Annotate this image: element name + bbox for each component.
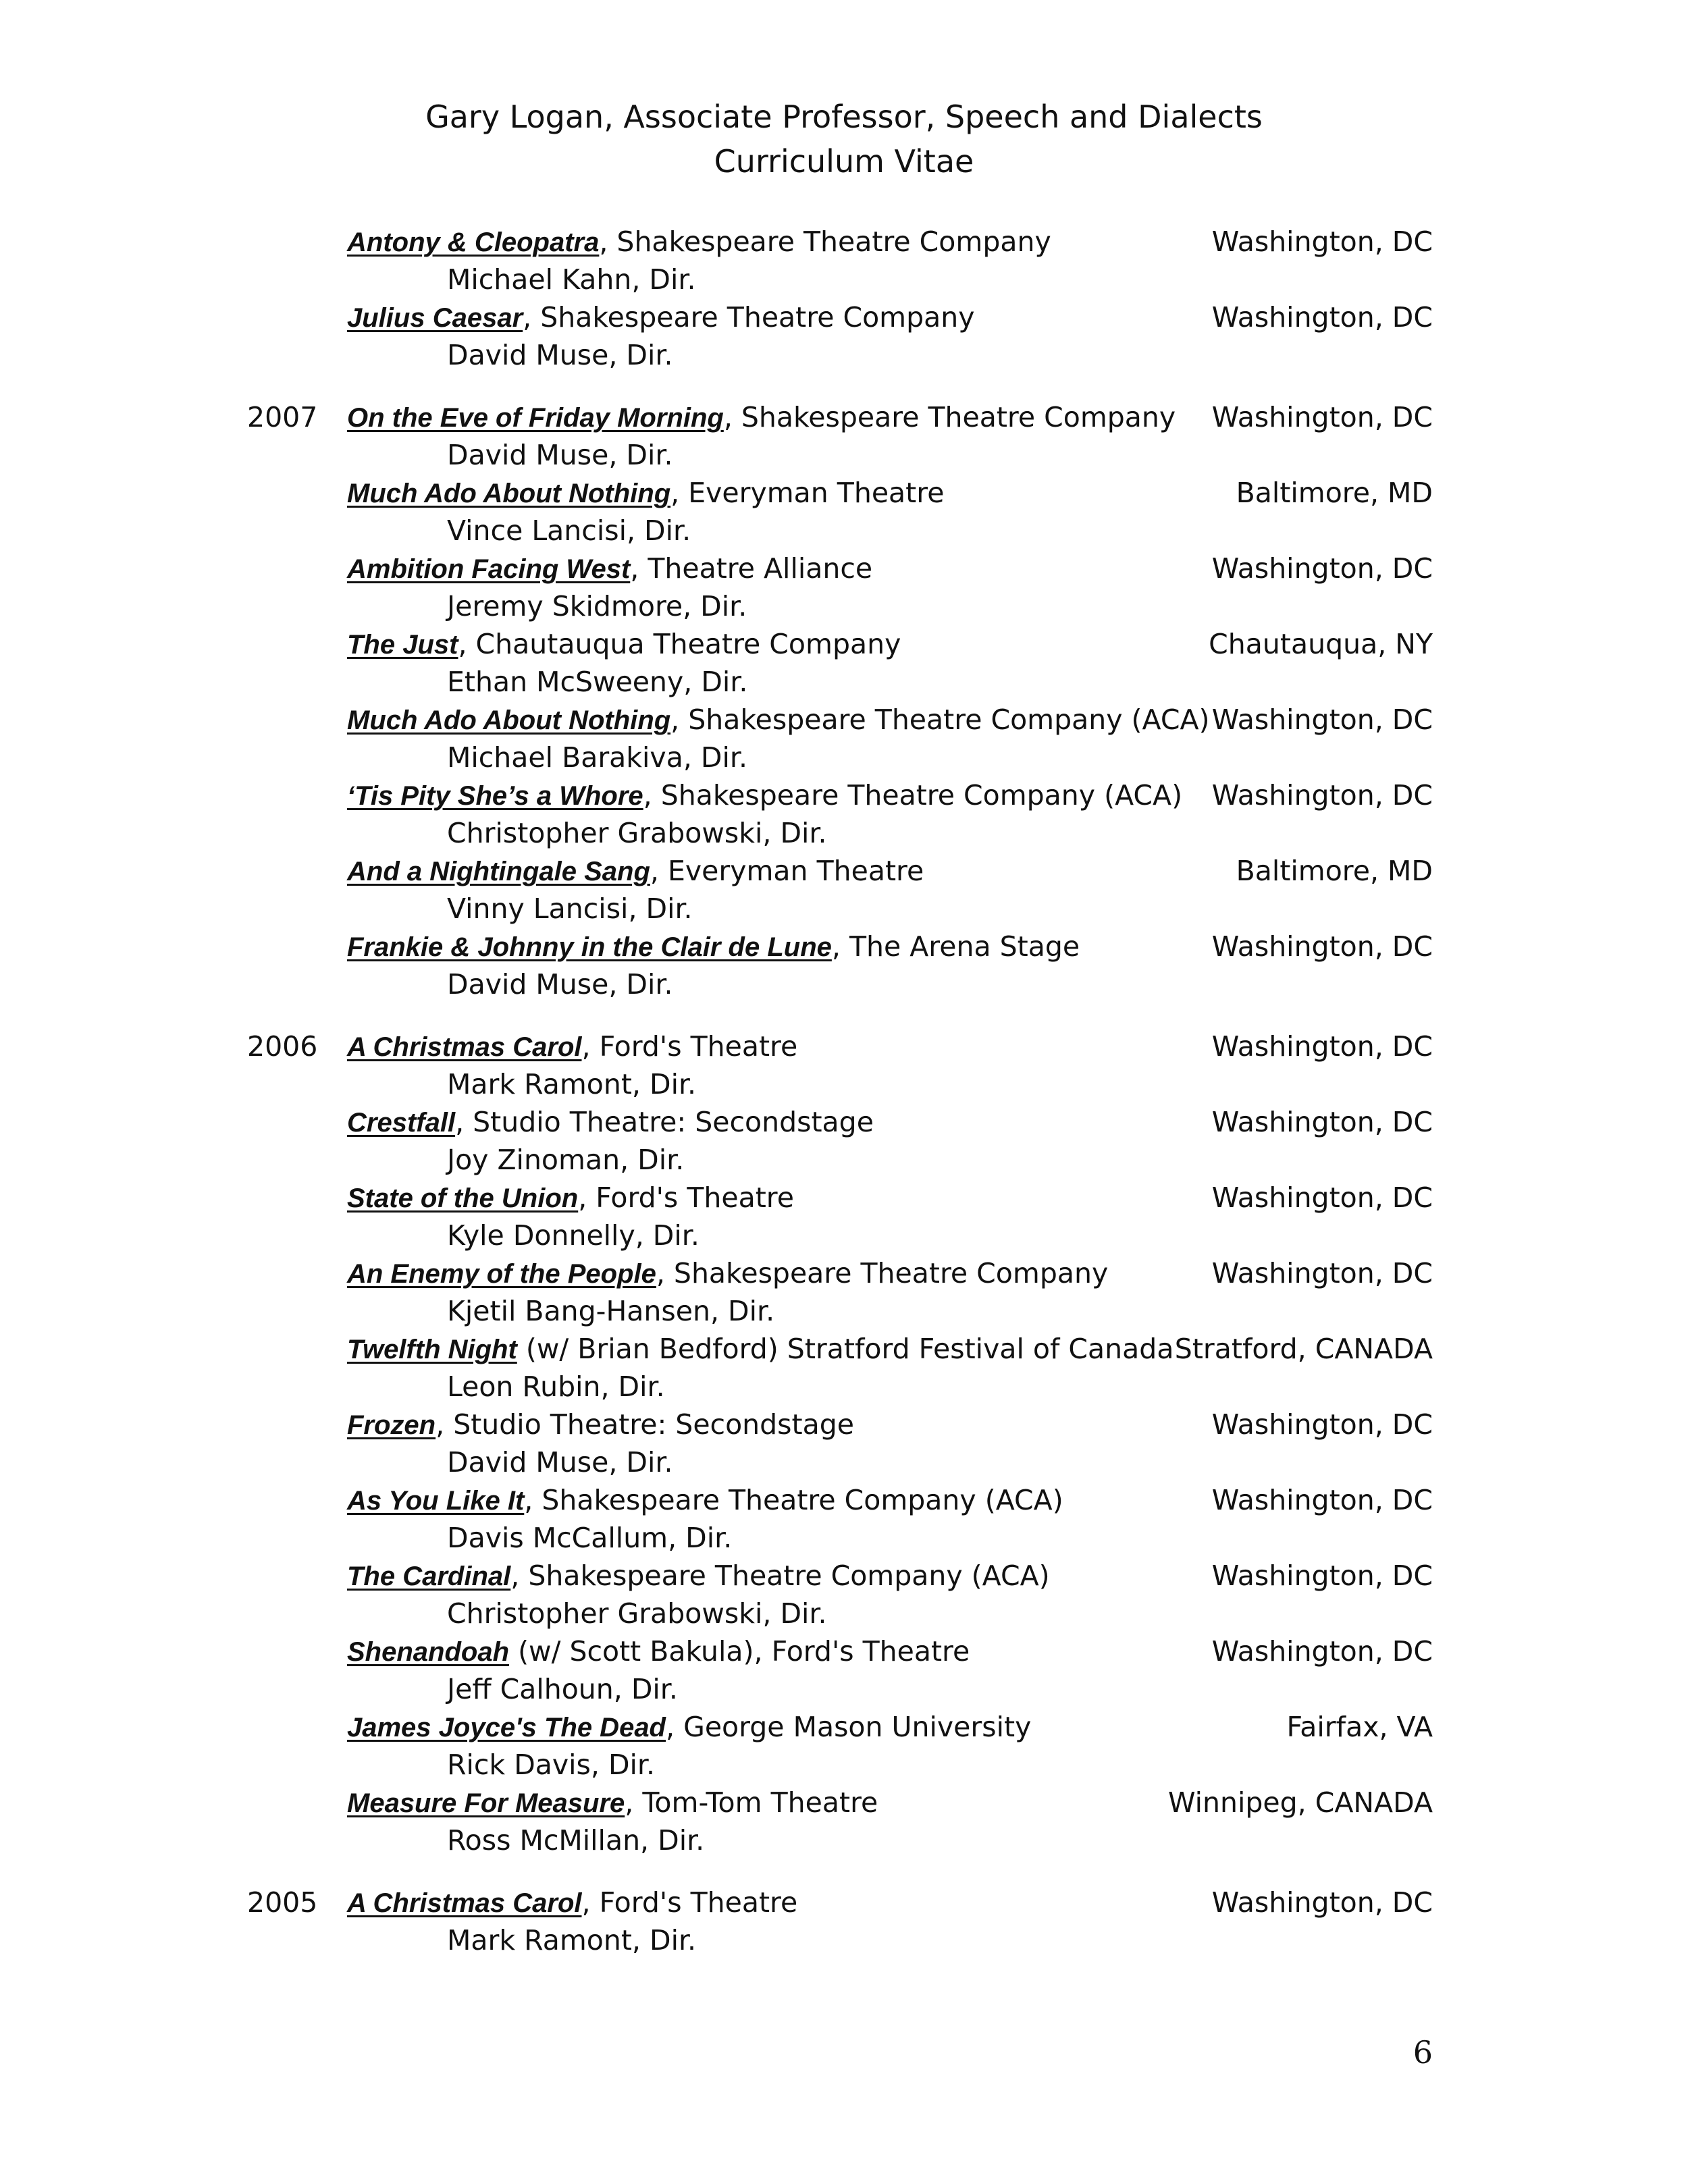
production-title: Crestfall bbox=[347, 1108, 456, 1138]
production-line bbox=[0, 1784, 1688, 1821]
director-line bbox=[0, 1595, 1688, 1632]
production-line bbox=[0, 852, 1688, 890]
production-title: Measure For Measure bbox=[347, 1788, 625, 1818]
production-entry bbox=[0, 1330, 1688, 1406]
production-title: Ambition Facing West bbox=[347, 554, 631, 584]
page-header bbox=[0, 95, 1688, 184]
production-description bbox=[347, 1406, 854, 1444]
production-company: , Shakespeare Theatre Company (ACA) bbox=[524, 1484, 1063, 1516]
production-title: Twelfth Night bbox=[347, 1335, 517, 1364]
director-line bbox=[0, 965, 1688, 1003]
production-company: , Ford's Theatre bbox=[578, 1181, 794, 1214]
production-company: , Tom-Tom Theatre bbox=[625, 1786, 878, 1819]
production-company: , Studio Theatre: Secondstage bbox=[436, 1408, 854, 1441]
production-director: Christopher Grabowski, Dir. bbox=[447, 817, 827, 849]
production-description bbox=[347, 223, 1051, 261]
production-description bbox=[347, 625, 901, 664]
production-description bbox=[347, 1103, 874, 1142]
production-location: Washington, DC bbox=[1211, 301, 1433, 334]
production-description bbox=[347, 701, 1210, 739]
production-line bbox=[0, 223, 1688, 261]
production-title: Frozen bbox=[347, 1410, 436, 1440]
production-title: Julius Caesar bbox=[347, 303, 523, 333]
production-location: Washington, DC bbox=[1211, 401, 1433, 433]
production-description bbox=[347, 928, 1080, 966]
production-description bbox=[347, 1557, 1050, 1595]
production-director: Rick Davis, Dir. bbox=[447, 1749, 656, 1781]
director-line bbox=[0, 1292, 1688, 1330]
production-director: Davis McCallum, Dir. bbox=[447, 1522, 733, 1554]
production-director: Jeff Calhoun, Dir. bbox=[447, 1673, 678, 1705]
production-company: , Chautauqua Theatre Company bbox=[458, 628, 901, 660]
production-director: David Muse, Dir. bbox=[447, 1446, 673, 1479]
director-line bbox=[0, 1519, 1688, 1557]
production-director: Ross McMillan, Dir. bbox=[447, 1824, 705, 1857]
production-entry bbox=[0, 1557, 1688, 1632]
production-company: , Shakespeare Theatre Company (ACA) bbox=[643, 779, 1183, 811]
director-line bbox=[0, 336, 1688, 374]
production-location: Washington, DC bbox=[1211, 1106, 1433, 1138]
production-title: ‘Tis Pity She’s a Whore bbox=[347, 781, 643, 811]
production-entry bbox=[0, 701, 1688, 776]
production-title: A Christmas Carol bbox=[347, 1032, 582, 1062]
year-group bbox=[0, 223, 1688, 374]
production-line bbox=[0, 1330, 1688, 1368]
production-entry bbox=[0, 1179, 1688, 1254]
production-line bbox=[0, 1179, 1688, 1217]
production-line bbox=[0, 1632, 1688, 1670]
production-description bbox=[347, 1784, 878, 1822]
director-line bbox=[0, 890, 1688, 928]
director-line bbox=[0, 1443, 1688, 1481]
production-title: James Joyce's The Dead bbox=[347, 1713, 666, 1742]
director-line bbox=[0, 436, 1688, 474]
production-entry bbox=[0, 1406, 1688, 1481]
director-line bbox=[0, 1141, 1688, 1179]
production-entry bbox=[0, 550, 1688, 625]
director-line bbox=[0, 1065, 1688, 1103]
production-location: Washington, DC bbox=[1211, 1257, 1433, 1289]
production-company: , Ford's Theatre bbox=[581, 1886, 798, 1919]
director-line bbox=[0, 261, 1688, 298]
production-director: Mark Ramont, Dir. bbox=[447, 1924, 697, 1956]
production-entry bbox=[0, 398, 1688, 474]
production-line bbox=[0, 928, 1688, 965]
production-company: (w/ Scott Bakula), Ford's Theatre bbox=[509, 1635, 970, 1668]
production-entry bbox=[0, 1632, 1688, 1708]
production-company: , Everyman Theatre bbox=[650, 855, 924, 887]
production-director: David Muse, Dir. bbox=[447, 439, 673, 471]
page-number: 6 bbox=[1413, 2034, 1433, 2071]
header-document-title: Curriculum Vitae bbox=[714, 143, 974, 180]
production-entry bbox=[0, 1103, 1688, 1179]
production-company: (w/ Brian Bedford) Stratford Festival of Canada bbox=[517, 1333, 1174, 1365]
production-description bbox=[347, 1708, 1031, 1747]
production-company: , Shakespeare Theatre Company bbox=[656, 1257, 1109, 1289]
production-director: Mark Ramont, Dir. bbox=[447, 1068, 697, 1100]
year-label: 2005 bbox=[247, 1886, 318, 1919]
production-company: , Ford's Theatre bbox=[581, 1030, 798, 1063]
production-director: Joy Zinoman, Dir. bbox=[447, 1144, 685, 1176]
production-description bbox=[347, 1884, 797, 1922]
production-location: Washington, DC bbox=[1211, 1560, 1433, 1592]
production-description bbox=[347, 398, 1176, 437]
year-label: 2007 bbox=[247, 401, 318, 433]
production-company: , Shakespeare Theatre Company (ACA) bbox=[670, 703, 1210, 736]
production-company: , Theatre Alliance bbox=[630, 552, 873, 585]
production-description bbox=[347, 852, 924, 890]
production-entry bbox=[0, 928, 1688, 1003]
production-location: Washington, DC bbox=[1211, 1484, 1433, 1516]
production-entry bbox=[0, 298, 1688, 374]
production-list bbox=[0, 223, 1688, 1983]
production-line bbox=[0, 1884, 1688, 1921]
production-director: Leon Rubin, Dir. bbox=[447, 1370, 665, 1403]
production-title: As You Like It bbox=[347, 1486, 525, 1516]
production-location: Washington, DC bbox=[1211, 930, 1433, 963]
production-title: Shenandoah bbox=[347, 1637, 510, 1667]
production-title: A Christmas Carol bbox=[347, 1888, 582, 1918]
production-description bbox=[347, 1254, 1108, 1293]
production-director: Michael Kahn, Dir. bbox=[447, 263, 696, 296]
production-line bbox=[0, 298, 1688, 336]
year-group bbox=[0, 1028, 1688, 1859]
production-line bbox=[0, 1103, 1688, 1141]
director-line bbox=[0, 663, 1688, 701]
production-location: Washington, DC bbox=[1211, 552, 1433, 585]
production-location: Washington, DC bbox=[1211, 1635, 1433, 1668]
production-location: Washington, DC bbox=[1211, 1030, 1433, 1063]
production-company: , The Arena Stage bbox=[831, 930, 1080, 963]
production-location: Washington, DC bbox=[1211, 1408, 1433, 1441]
production-company: , Shakespeare Theatre Company bbox=[723, 401, 1176, 433]
director-line bbox=[0, 1921, 1688, 1959]
production-company: , Everyman Theatre bbox=[670, 477, 945, 509]
production-director: Kyle Donnelly, Dir. bbox=[447, 1219, 700, 1252]
production-entry bbox=[0, 852, 1688, 928]
production-director: Vince Lancisi, Dir. bbox=[447, 514, 691, 547]
production-director: David Muse, Dir. bbox=[447, 968, 673, 1001]
production-location: Chautauqua, NY bbox=[1209, 628, 1433, 660]
production-location: Baltimore, MD bbox=[1236, 855, 1433, 887]
production-location: Washington, DC bbox=[1211, 703, 1433, 736]
production-title: On the Eve of Friday Morning bbox=[347, 403, 724, 433]
production-location: Fairfax, VA bbox=[1286, 1711, 1433, 1743]
production-director: David Muse, Dir. bbox=[447, 339, 673, 371]
production-line bbox=[0, 1481, 1688, 1519]
production-director: Ethan McSweeny, Dir. bbox=[447, 666, 748, 698]
production-title: The Cardinal bbox=[347, 1562, 511, 1591]
production-director: Michael Barakiva, Dir. bbox=[447, 741, 747, 774]
year-group bbox=[0, 398, 1688, 1003]
production-director: Christopher Grabowski, Dir. bbox=[447, 1597, 827, 1630]
production-entry bbox=[0, 1884, 1688, 1959]
production-line bbox=[0, 1406, 1688, 1443]
director-line bbox=[0, 1670, 1688, 1708]
production-title: Antony & Cleopatra bbox=[347, 228, 600, 257]
production-description bbox=[347, 1632, 970, 1671]
production-location: Washington, DC bbox=[1211, 779, 1433, 811]
production-location: Winnipeg, CANADA bbox=[1167, 1786, 1433, 1819]
production-title: State of the Union bbox=[347, 1183, 579, 1213]
director-line bbox=[0, 587, 1688, 625]
production-description bbox=[347, 550, 872, 588]
production-title: Much Ado About Nothing bbox=[347, 479, 671, 508]
production-line bbox=[0, 1028, 1688, 1065]
production-entry bbox=[0, 474, 1688, 550]
production-description bbox=[347, 1330, 1173, 1368]
header-name-title: Gary Logan, Associate Professor, Speech and Dialects bbox=[425, 99, 1263, 135]
year-label: 2006 bbox=[247, 1030, 318, 1063]
production-description bbox=[347, 1179, 794, 1217]
production-line bbox=[0, 398, 1688, 436]
production-entry bbox=[0, 625, 1688, 701]
director-line bbox=[0, 512, 1688, 550]
production-entry bbox=[0, 1481, 1688, 1557]
production-company: , Studio Theatre: Secondstage bbox=[455, 1106, 874, 1138]
production-location: Washington, DC bbox=[1211, 1181, 1433, 1214]
production-entry bbox=[0, 1784, 1688, 1859]
production-line bbox=[0, 625, 1688, 663]
production-company: , Shakespeare Theatre Company bbox=[599, 225, 1051, 258]
production-location: Washington, DC bbox=[1211, 225, 1433, 258]
director-line bbox=[0, 1368, 1688, 1406]
director-line bbox=[0, 1746, 1688, 1784]
production-company: , Shakespeare Theatre Company bbox=[523, 301, 975, 334]
production-line bbox=[0, 1708, 1688, 1746]
production-director: Kjetil Bang-Hansen, Dir. bbox=[447, 1295, 775, 1327]
director-line bbox=[0, 1821, 1688, 1859]
production-entry bbox=[0, 1708, 1688, 1784]
director-line bbox=[0, 739, 1688, 776]
director-line bbox=[0, 814, 1688, 852]
production-description bbox=[347, 474, 944, 512]
production-title: Frankie & Johnny in the Clair de Lune bbox=[347, 932, 832, 962]
year-group bbox=[0, 1884, 1688, 1959]
production-director: Jeremy Skidmore, Dir. bbox=[447, 590, 747, 622]
production-title: An Enemy of the People bbox=[347, 1259, 656, 1289]
production-company: , George Mason University bbox=[666, 1711, 1032, 1743]
production-description bbox=[347, 1481, 1063, 1520]
production-line bbox=[0, 1557, 1688, 1595]
production-line bbox=[0, 474, 1688, 512]
production-line bbox=[0, 701, 1688, 739]
production-location: Stratford, CANADA bbox=[1174, 1333, 1433, 1365]
production-location: Baltimore, MD bbox=[1236, 477, 1433, 509]
production-entry bbox=[0, 1028, 1688, 1103]
production-line bbox=[0, 1254, 1688, 1292]
production-description bbox=[347, 298, 975, 337]
director-line bbox=[0, 1217, 1688, 1254]
production-description bbox=[347, 776, 1182, 815]
production-line bbox=[0, 550, 1688, 587]
production-entry bbox=[0, 1254, 1688, 1330]
production-entry bbox=[0, 776, 1688, 852]
production-director: Vinny Lancisi, Dir. bbox=[447, 893, 693, 925]
production-entry bbox=[0, 223, 1688, 298]
production-title: Much Ado About Nothing bbox=[347, 705, 671, 735]
production-description bbox=[347, 1028, 797, 1066]
production-title: And a Nightingale Sang bbox=[347, 857, 650, 886]
production-company: , Shakespeare Theatre Company (ACA) bbox=[510, 1560, 1050, 1592]
production-line bbox=[0, 776, 1688, 814]
production-title: The Just bbox=[347, 630, 458, 660]
production-location: Washington, DC bbox=[1211, 1886, 1433, 1919]
